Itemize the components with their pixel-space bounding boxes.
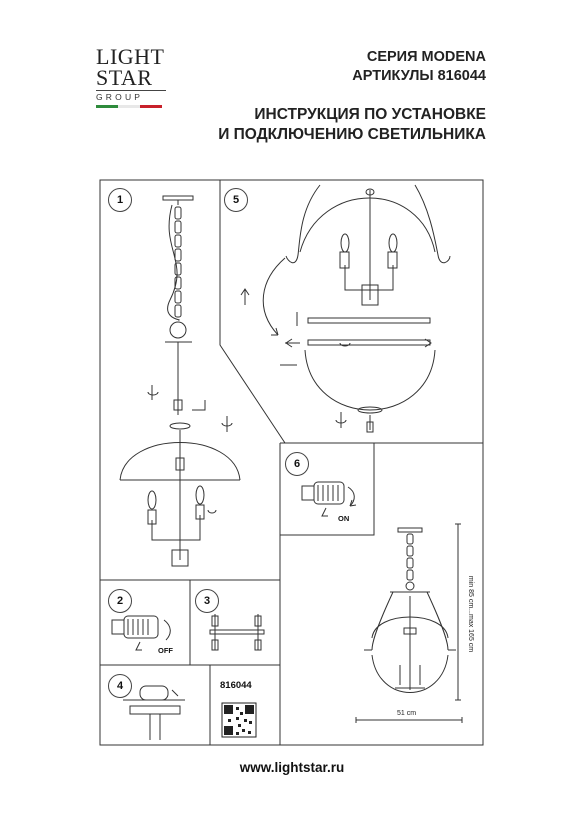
article-numbers: АРТИКУЛЫ 816044 <box>352 68 486 84</box>
divider-step5 <box>220 180 285 443</box>
article-code-label: 816044 <box>220 680 252 691</box>
height-dimension-label: min 85 cm...max 165 cm <box>467 575 474 653</box>
logo-group-text: GROUP <box>96 92 144 102</box>
step5-assembly-drawing <box>241 185 450 432</box>
step-2-badge: 2 <box>108 589 132 613</box>
step6-bulb-on-drawing <box>302 482 356 516</box>
on-label: ON <box>338 514 350 523</box>
series-header <box>352 48 486 86</box>
instruction-title <box>218 105 486 145</box>
step-4-badge: 4 <box>108 674 132 698</box>
step-3-badge: 3 <box>195 589 219 613</box>
qr-code <box>222 703 256 737</box>
step2-bulb-off-drawing <box>112 616 170 650</box>
title-line-1: ИНСТРУКЦИЯ ПО УСТАНОВКЕ <box>254 106 486 123</box>
website-link[interactable]: www.lightstar.ru <box>239 760 345 775</box>
step4-canopy-drawing <box>123 686 185 740</box>
italian-flag-stripe <box>96 105 162 108</box>
step3-rail-drawing <box>210 614 264 650</box>
off-label: OFF <box>158 646 173 655</box>
step-1-badge: 1 <box>108 188 132 212</box>
width-dimension-label: 51 cm <box>397 710 417 717</box>
final-pendant-drawing <box>356 524 462 723</box>
step-5-badge: 5 <box>224 188 248 212</box>
brand-logo <box>96 46 170 146</box>
series-name: СЕРИЯ MODENA <box>366 49 486 65</box>
logo-word-light: LIGHT <box>96 44 165 69</box>
step1-pendant-drawing <box>120 196 240 566</box>
title-line-2: И ПОДКЛЮЧЕНИЮ СВЕТИЛЬНИКА <box>218 126 486 143</box>
step-6-badge: 6 <box>285 452 309 476</box>
logo-word-star: STAR <box>96 65 153 90</box>
logo-divider <box>96 90 166 91</box>
